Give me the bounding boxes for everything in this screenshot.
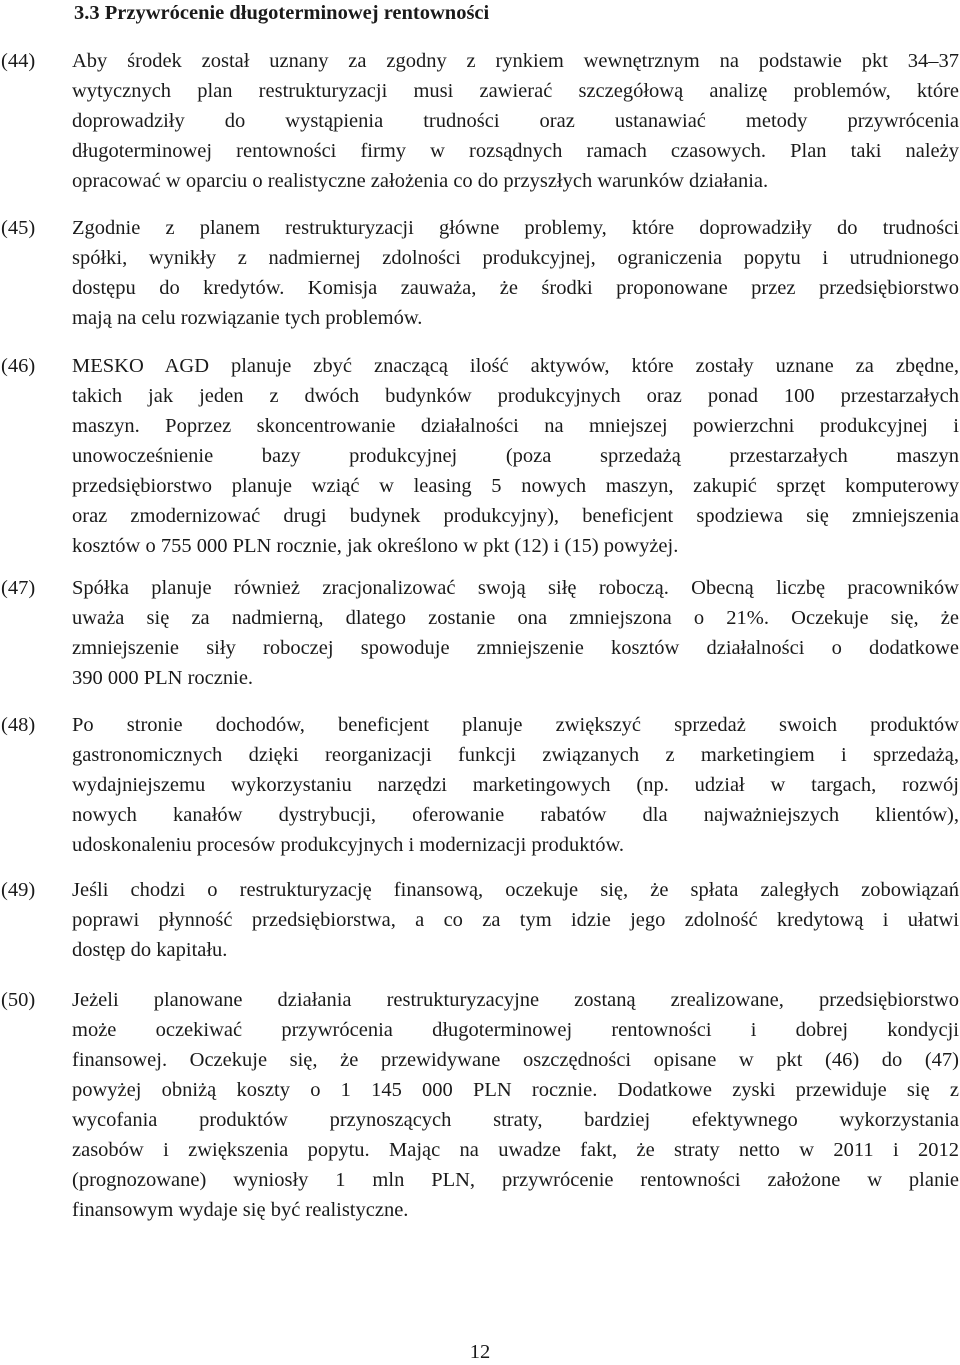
paragraph-number: (46) [1,355,36,377]
text-line: finansowej. Oczekuje się, że przewidywane oszczędności opisane w pkt (46) do (47) [72,1049,959,1071]
page-number: 12 [469,1341,491,1363]
paragraph-text [72,46,959,196]
text-line: spółki, wynikły z nadmiernej zdolności produkcyjnej, ograniczenia popytu i utrudnionego [72,247,959,269]
text-line: udoskonaleniu procesów produkcyjnych i modernizacji produktów. [72,834,625,856]
text-line: zmniejszenie siły roboczej spowoduje zmniejszenie kosztów działalności o dodatkowe [72,637,959,659]
text-line: wycofania produktów przynoszących straty, bardziej efektywnego wykorzystania [72,1109,959,1131]
text-line: przedsiębiorstwo planuje wziąć w leasing 5 nowych maszyn, zakupić sprzęt komputerowy [72,475,959,497]
text-line: MESKO AGD planuje zbyć znaczącą ilość aktywów, które zostały uznane za zbędne, [72,355,959,377]
paragraph-number: (49) [1,879,36,901]
paragraph-number: (47) [1,577,36,599]
text-line: finansowym wydaje się być realistyczne. [72,1199,409,1221]
paragraph-number: (45) [1,217,36,239]
text-line: gastronomicznych dzięki reorganizacji funkcji związanych z marketingiem i sprzedażą, [72,744,959,766]
text-line: Jeżeli planowane działania restrukturyzacyjne zostaną zrealizowane, przedsiębiorstwo [72,989,959,1011]
paragraph-text [72,710,959,860]
text-line: unowocześnienie bazy produkcyjnej (poza sprzedażą przestarzałych maszyn [72,445,959,467]
text-line: może oczekiwać przywrócenia długoterminowej rentowności i dobrej kondycji [72,1019,959,1041]
text-line: wytycznych plan restrukturyzacji musi zawierać szczegółową analizę problemów, które [72,80,959,102]
text-line: dostępu do kredytów. Komisja zauważa, że środki proponowane przez przedsiębiorstwo [72,277,959,299]
paragraph-number: (50) [1,989,36,1011]
text-line: powyżej obniżą koszty o 1 145 000 PLN rocznie. Dodatkowe zyski przewiduje się z [72,1079,959,1101]
paragraph-text [72,985,959,1225]
text-line: opracować w oparciu o realistyczne założenia co do przyszłych warunków działania. [72,170,769,192]
text-line: doprowadziły do wystąpienia trudności oraz ustanawiać metody przywrócenia [72,110,959,132]
text-line: oraz zmodernizować drugi budynek produkcyjny), beneficjent spodziewa się zmniejszenia [72,505,959,527]
text-line: uważa się za nadmierną, dlatego zostanie ona zmniejszona o 21%. Oczekuje się, że [72,607,959,629]
text-line: zasobów i zwiększenia popytu. Mając na uwadze fakt, że straty netto w 2011 i 2012 [72,1139,959,1161]
paragraph-number: (44) [1,50,36,72]
text-line: Aby środek został uznany za zgodny z rynkiem wewnętrznym na podstawie pkt 34–37 [72,50,959,72]
text-line: wydajniejszemu wykorzystaniu narzędzi marketingowych (np. udział w targach, rozwój [72,774,959,796]
paragraph-text [72,213,959,333]
paragraph-number: (48) [1,714,36,736]
text-line: Zgodnie z planem restrukturyzacji główne problemy, które doprowadziły do trudności [72,217,959,239]
section-title: 3.3 Przywrócenie długoterminowej rentowności [74,2,490,24]
text-line: kosztów o 755 000 PLN rocznie, jak określono w pkt (12) i (15) powyżej. [72,535,679,557]
paragraph-text [72,351,959,561]
paragraph-text [72,875,959,965]
text-line: długoterminowej rentowności firmy w rozsądnych ramach czasowych. Plan taki należy [72,140,959,162]
text-line: takich jak jeden z dwóch budynków produkcyjnych oraz ponad 100 przestarzałych [72,385,959,407]
paragraph-text [72,573,959,693]
text-line: poprawi płynność przedsiębiorstwa, a co za tym idzie jego zdolność kredytową i ułatwi [72,909,959,931]
text-line: (prognozowane) wyniosły 1 mln PLN, przywrócenie rentowności założone w planie [72,1169,959,1191]
text-line: Spółka planuje również zracjonalizować swoją siłę roboczą. Obecną liczbę pracowników [72,577,959,599]
text-line: Po stronie dochodów, beneficjent planuje zwiększyć sprzedaż swoich produktów [72,714,959,736]
text-line: maszyn. Poprzez skoncentrowanie działalności na mniejszej powierzchni produkcyjnej i [72,415,959,437]
text-line: mają na celu rozwiązanie tych problemów. [72,307,423,329]
text-line: Jeśli chodzi o restrukturyzację finansową, oczekuje się, że spłata zaległych zobowiązań [72,879,959,901]
text-line: nowych kanałów dystrybucji, oferowanie rabatów dla najważniejszych klientów), [72,804,959,826]
text-line: dostęp do kapitału. [72,939,228,961]
text-line: 390 000 PLN rocznie. [72,667,254,689]
